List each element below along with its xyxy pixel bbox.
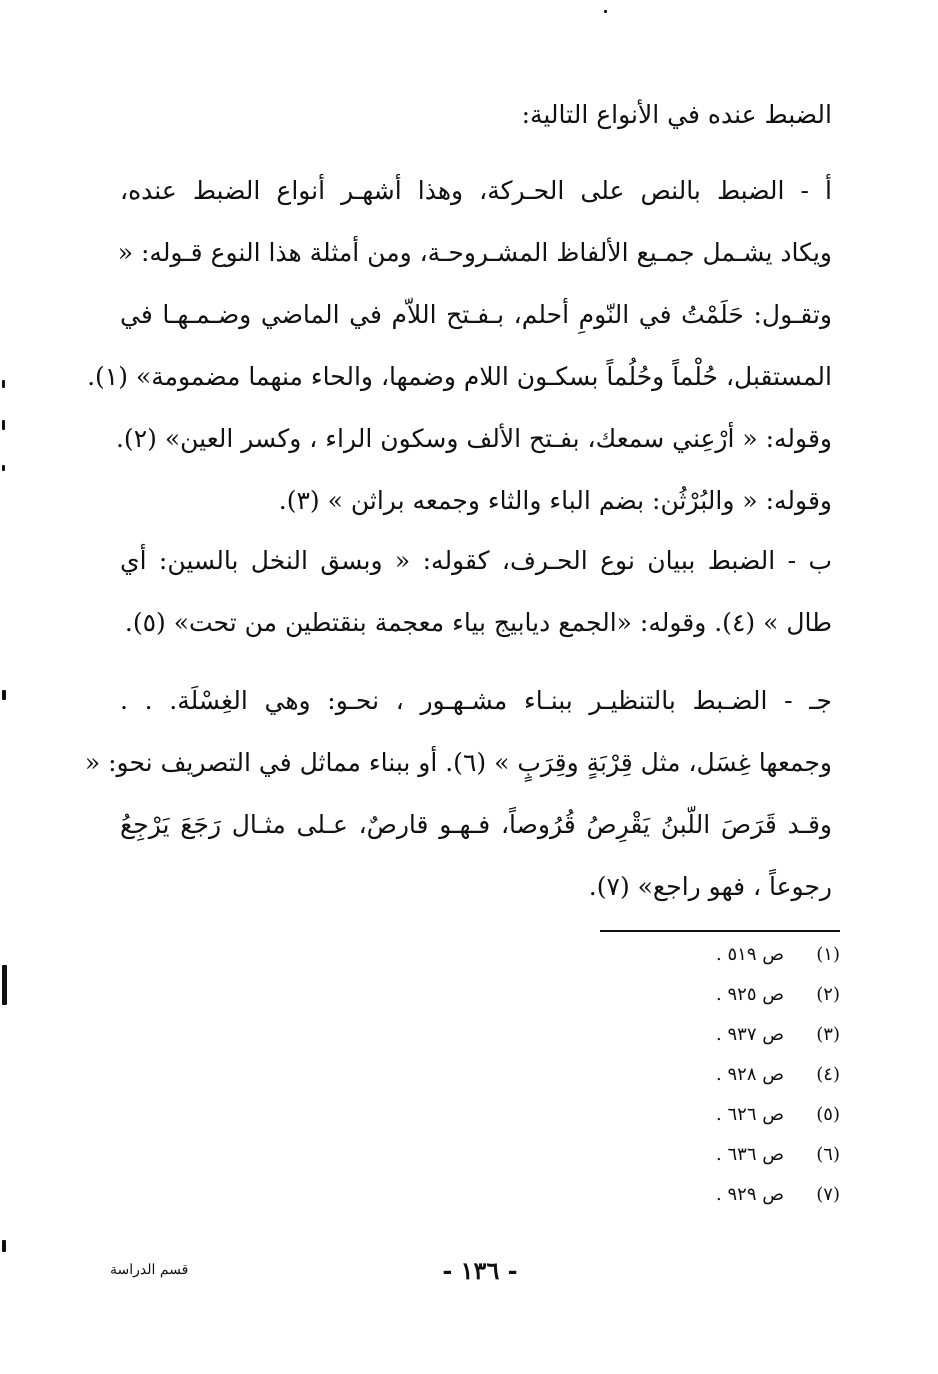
section-a-paragraph: [87, 160, 832, 532]
footnote-item: [600, 1140, 840, 1180]
footnote-number: (١): [816, 944, 840, 965]
footnote-item: [600, 1180, 840, 1220]
section-c-paragraph: [84, 670, 832, 918]
section-c-line: وقـد قَرَصَ اللّبنُ يَقْرِصُ قُرُوصاً، فـهـو قارصٌ، عـلى مثـال رَجَعَ يَرْجِعُ: [120, 810, 832, 839]
footnote-item: [600, 1100, 840, 1140]
page-number: - ١٣٦ -: [442, 1256, 518, 1285]
scan-speck: [2, 1240, 6, 1252]
section-a-line: وقوله: « أرْعِني سمعك، بفـتح الألف وسكون الراء ، وكسر العين» (٢).: [115, 424, 832, 453]
footnote-divider: [600, 930, 840, 932]
footnote-list: [600, 940, 840, 1220]
section-label: قسم الدراسة: [110, 1262, 189, 1278]
footnote-item: [600, 1020, 840, 1060]
intro-line: الضبط عنده في الأنواع التالية:: [521, 100, 832, 129]
section-a-line: وقوله: « والبُرْثُن: بضم الباء والثاء وجمعه براثن » (٣).: [278, 486, 832, 515]
footnote-text: ص ٦٢٦ .: [716, 1104, 784, 1125]
footnote-text: ص ٩٢٨ .: [716, 1064, 784, 1085]
section-a-line: أ - الضبط بالنص على الحـركة، وهذا أشهـر أنواع الضبط عنده،: [120, 176, 832, 205]
footnote-number: (٧): [816, 1184, 840, 1205]
footnote-text: ص ٩٢٩ .: [716, 1184, 784, 1205]
section-b-line: طال » (٤). وقوله: «الجمع ديابيج بياء معجمة بنقتطين من تحت» (٥).: [124, 608, 832, 637]
footnote-number: (٥): [816, 1104, 840, 1125]
footnote-number: (٦): [816, 1144, 840, 1165]
scan-speck: [2, 420, 5, 430]
scan-speck: [2, 465, 5, 471]
scan-speck: [2, 380, 5, 388]
section-b-line: ب - الضبط ببيان نوع الحـرف، كقوله: « وبسق النخل بالسين: أي: [120, 546, 832, 575]
footnote-item: [600, 980, 840, 1020]
footnote-number: (٢): [816, 984, 840, 1005]
section-c-line: وجمعها غِسَل، مثل قِرْبَةٍ وقِرَبٍ » (٦). أو ببناء مماثل في التصريف نحو: «: [84, 748, 832, 777]
scan-speck: [604, 10, 607, 13]
footnote-item: [600, 940, 840, 980]
footnote-number: (٣): [816, 1024, 840, 1045]
section-a-line: المستقبل، حُلْماً وحُلُماً بسكـون اللام وضمها، والحاء منهما مضمومة» (١).: [87, 362, 832, 391]
scan-speck: [2, 965, 7, 1005]
scan-speck: [2, 690, 6, 700]
section-a-line: ويكاد يشـمل جمـيع الألفاظ المشـروحـة، ومن أمثلة هذا النوع قـوله: «: [117, 238, 832, 267]
footnote-text: ص ٩٢٥ .: [716, 984, 784, 1005]
section-a-line: وتقـول: حَلَمْتُ في النّومِ أحلم، بـفـتح اللاّم في الماضي وضـمـهـا في: [120, 300, 832, 329]
section-c-line: رجوعاً ، فهو راجع» (٧).: [588, 872, 832, 901]
footnote-text: ص ٩٣٧ .: [716, 1024, 784, 1045]
footnote-item: [600, 1060, 840, 1100]
section-c-line: جـ - الضـبط بالتنظيـر ببنـاء مشـهـور ، نحـو: وهي الغِسْلَة. . .: [120, 686, 832, 715]
intro-paragraph: [120, 84, 832, 146]
footnote-number: (٤): [816, 1064, 840, 1085]
footnote-text: ص ٥١٩ .: [716, 944, 784, 965]
section-b-paragraph: [120, 530, 832, 654]
footnote-text: ص ٦٣٦ .: [716, 1144, 784, 1165]
